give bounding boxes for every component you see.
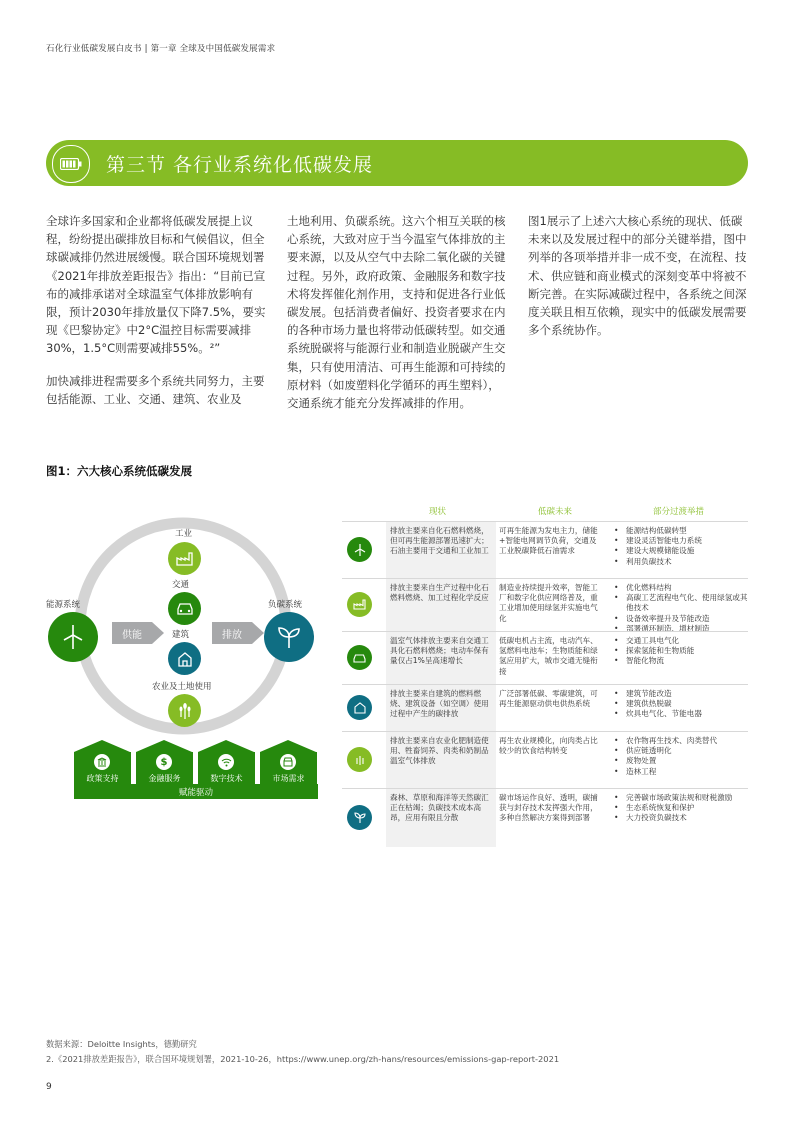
measure-item: • 利用负碳技术: [614, 557, 748, 567]
node-label-agri: 农业及土地使用: [152, 682, 212, 692]
building-icon: [347, 695, 372, 720]
measure-item: • 能源结构低碳转型: [614, 526, 748, 536]
text-column-3: [528, 212, 752, 353]
enabler-label: 市场需求: [272, 774, 305, 783]
column-header: 部分过渡举措: [653, 507, 705, 517]
wind-turbine-icon: [48, 612, 98, 662]
measure-item: • 建设灵活智能电力系统: [614, 536, 748, 546]
table-row: [342, 684, 748, 731]
table-row: [342, 788, 748, 847]
wheat-icon: [347, 747, 372, 772]
supply-arrow-head: [152, 622, 164, 644]
measures-cell: [614, 793, 748, 824]
source-note: 数据来源：Deloitte Insights，德勤研究: [46, 1039, 197, 1049]
node-label-industry: 工业: [175, 529, 193, 539]
future-cell: 碳市场运作良好、透明，碳捕获与封存技术发挥强大作用，多种自然解决方案得到部署: [499, 793, 598, 823]
future-cell: 低碳电机占主流，电动汽车、氢燃料电池车；生物质能和绿氢应用扩大，城市交通无缝衔接: [499, 636, 598, 676]
emit-arrow-head: [252, 622, 264, 644]
building-icon: [168, 642, 201, 675]
enabler-label: 金融服务: [148, 774, 181, 783]
table-row: [342, 521, 748, 578]
supply-label: 供能: [122, 629, 142, 641]
page-number: 9: [46, 1082, 52, 1092]
supply-arrow: [112, 622, 152, 644]
text-column-1: [46, 212, 270, 422]
text-column-2: [287, 212, 511, 426]
status-cell: 森林、草原和海洋等天然碳汇正在枯竭；负碳技术成本高昂，应用有限且分散: [390, 793, 489, 823]
table-row: [342, 631, 748, 684]
measure-item: • 交通工具电气化: [614, 636, 748, 646]
measure-item: • 废物处置: [614, 756, 748, 766]
table-header: [342, 503, 748, 521]
future-cell: 可再生能源为发电主力，储能+智能电网调节负荷，交通及工业脱碳降低石油需求: [499, 526, 598, 556]
column-header: 现状: [429, 507, 447, 517]
measure-item: • 高碳工艺流程电气化、使用绿氢或其他技术: [614, 593, 748, 613]
measure-item: • 炊具电气化、节能电器: [614, 709, 748, 719]
car-icon: [168, 592, 201, 625]
enabler-digital: [198, 740, 255, 790]
car-icon: [347, 645, 372, 670]
factory-icon: [168, 542, 201, 575]
battery-icon: [52, 145, 90, 183]
wifi-icon: [218, 754, 234, 770]
table-row: [342, 731, 748, 788]
figure-title: 图1：六大核心系统低碳发展: [46, 464, 193, 478]
measures-cell: [614, 736, 748, 777]
wind-turbine-icon: [347, 537, 372, 562]
systems-table: [342, 503, 748, 847]
paragraph: 全球许多国家和企业都将低碳发展提上议程，纷纷提出碳排放目标和气候倡议，但全球碳减排仍然进展缓慢。联合国环境规划署《2021年排放差距报告》指出：“目前已宣布的减排承诺对全球温室气体排放影响有限，预计2030年排放量仅下降7.5%，要实现《巴黎协定》中2°C温控目标需要减排30%，1.5°C则需要减排55%。²”: [46, 214, 266, 356]
status-cell: 排放主要来自农业化肥制造使用、牲畜饲养、肉类和奶制品温室气体排放: [390, 736, 489, 766]
enabler-policy: [74, 740, 131, 790]
sprout-icon: [347, 805, 372, 830]
measure-item: • 完善碳市场政策法规和财税激励: [614, 793, 748, 803]
emit-arrow: [212, 622, 252, 644]
enabler-label: 数字技术: [210, 774, 243, 783]
measure-item: • 大力投资负碳技术: [614, 813, 748, 823]
measure-item: • 供应链透明化: [614, 746, 748, 756]
measure-item: • 设备效率提升及节能改造: [614, 614, 748, 624]
future-cell: 制造业持续提升效率，智能工厂和数字化供应网络普及，重工业增加使用绿氢并实施电气化: [499, 583, 598, 623]
measures-cell: [614, 636, 748, 667]
measure-item: • 部署循环制造、增材制造: [614, 624, 748, 634]
sprout-icon: [264, 612, 314, 662]
node-label-energy: 能源系统: [46, 600, 81, 610]
measures-cell: [614, 583, 748, 634]
node-label-transport: 交通: [172, 580, 190, 590]
future-cell: 再生农业规模化，向肉类占比较少的饮食结构转变: [499, 736, 598, 756]
status-cell: 温室气体排放主要来自交通工具化石燃料燃烧；电动车保有量仅占1%呈高速增长: [390, 636, 489, 666]
measure-item: • 建筑节能改造: [614, 689, 748, 699]
running-header: 石化行业低碳发展白皮书 | 第一章 全球及中国低碳发展需求: [46, 44, 276, 54]
status-cell: 排放主要来自建筑的燃料燃烧、建筑设备（如空调）使用过程中产生的碳排放: [390, 689, 489, 719]
section-banner: [46, 140, 748, 186]
emit-label: 排放: [222, 629, 242, 641]
factory-icon: [347, 592, 372, 617]
bank-icon: [94, 754, 110, 770]
dollar-icon: $: [156, 754, 172, 770]
paragraph: 土地利用、负碳系统。这六个相互关联的核心系统，大致对应于当今温室气体排放的主要来源，以及从空气中去除二氧化碳的关键过程。另外，政府政策、金融服务和数字技术将发挥催化剂作用，支持和促进各行业低碳发展。包括消费者偏好、投资者要求在内的各种市场力量也将带动低碳转型。如交通系统脱碳将与能源行业和制造业脱碳产生交集，只有使用清洁、可再生能源和可持续的原材料（如废塑料化学循环的再生塑料），交通系统才能充分发挥减排的作用。: [287, 214, 506, 411]
enabler-market: [260, 740, 317, 790]
enabler-label: 政策支持: [86, 774, 119, 783]
measure-item: • 智能化物流: [614, 656, 748, 666]
market-icon: [280, 754, 296, 770]
table-row: [342, 578, 748, 631]
measure-item: • 造林工程: [614, 767, 748, 777]
column-header: 低碳未来: [538, 507, 573, 517]
measure-item: • 生态系统恢复和保护: [614, 803, 748, 813]
section-title: 第三节 各行业系统化低碳发展: [106, 154, 374, 176]
enabler-bar: 赋能驱动: [74, 784, 318, 799]
measure-item: • 农作物再生技术、肉类替代: [614, 736, 748, 746]
measure-item: • 建筑供热脱碳: [614, 699, 748, 709]
node-label-negative: 负碳系统: [268, 600, 303, 610]
paragraph: 加快减排进程需要多个系统共同努力，主要包括能源、工业、交通、建筑、农业及: [46, 373, 265, 406]
status-cell: 排放主要来自生产过程中化石燃料燃烧、加工过程化学反应: [390, 583, 489, 603]
measure-item: • 探索氢能和生物质能: [614, 646, 748, 656]
footnote-2: 2.《2021排放差距报告》，联合国环境规划署，2021-10-26，https://www.unep.org/zh-hans/resources/emissions-gap-report-2021: [46, 1054, 560, 1064]
measure-item: • 建设大规模储能设施: [614, 546, 748, 556]
measures-cell: [614, 526, 748, 567]
wheat-icon: [168, 694, 201, 727]
measures-cell: [614, 689, 748, 720]
paragraph: 图1展示了上述六大核心系统的现状、低碳未来以及发展过程中的部分关键举措，图中列举的各项举措并非一成不变，在流程、技术、供应链和商业模式的深刻变革中将被不断完善。在实际减碳过程中，各系统之间深度关联且相互依赖，现实中的低碳发展需要多个系统协作。: [528, 214, 747, 338]
enabler-finance: [136, 740, 193, 790]
measure-item: • 优化燃料结构: [614, 583, 748, 593]
future-cell: 广泛部署低碳、零碳建筑，可再生能源驱动供电供热系统: [499, 689, 598, 709]
status-cell: 排放主要来自化石燃料燃烧，但可再生能源部署迅速扩大；石油主要用于交通和工业加工: [390, 526, 489, 556]
node-label-building: 建筑: [172, 630, 190, 640]
